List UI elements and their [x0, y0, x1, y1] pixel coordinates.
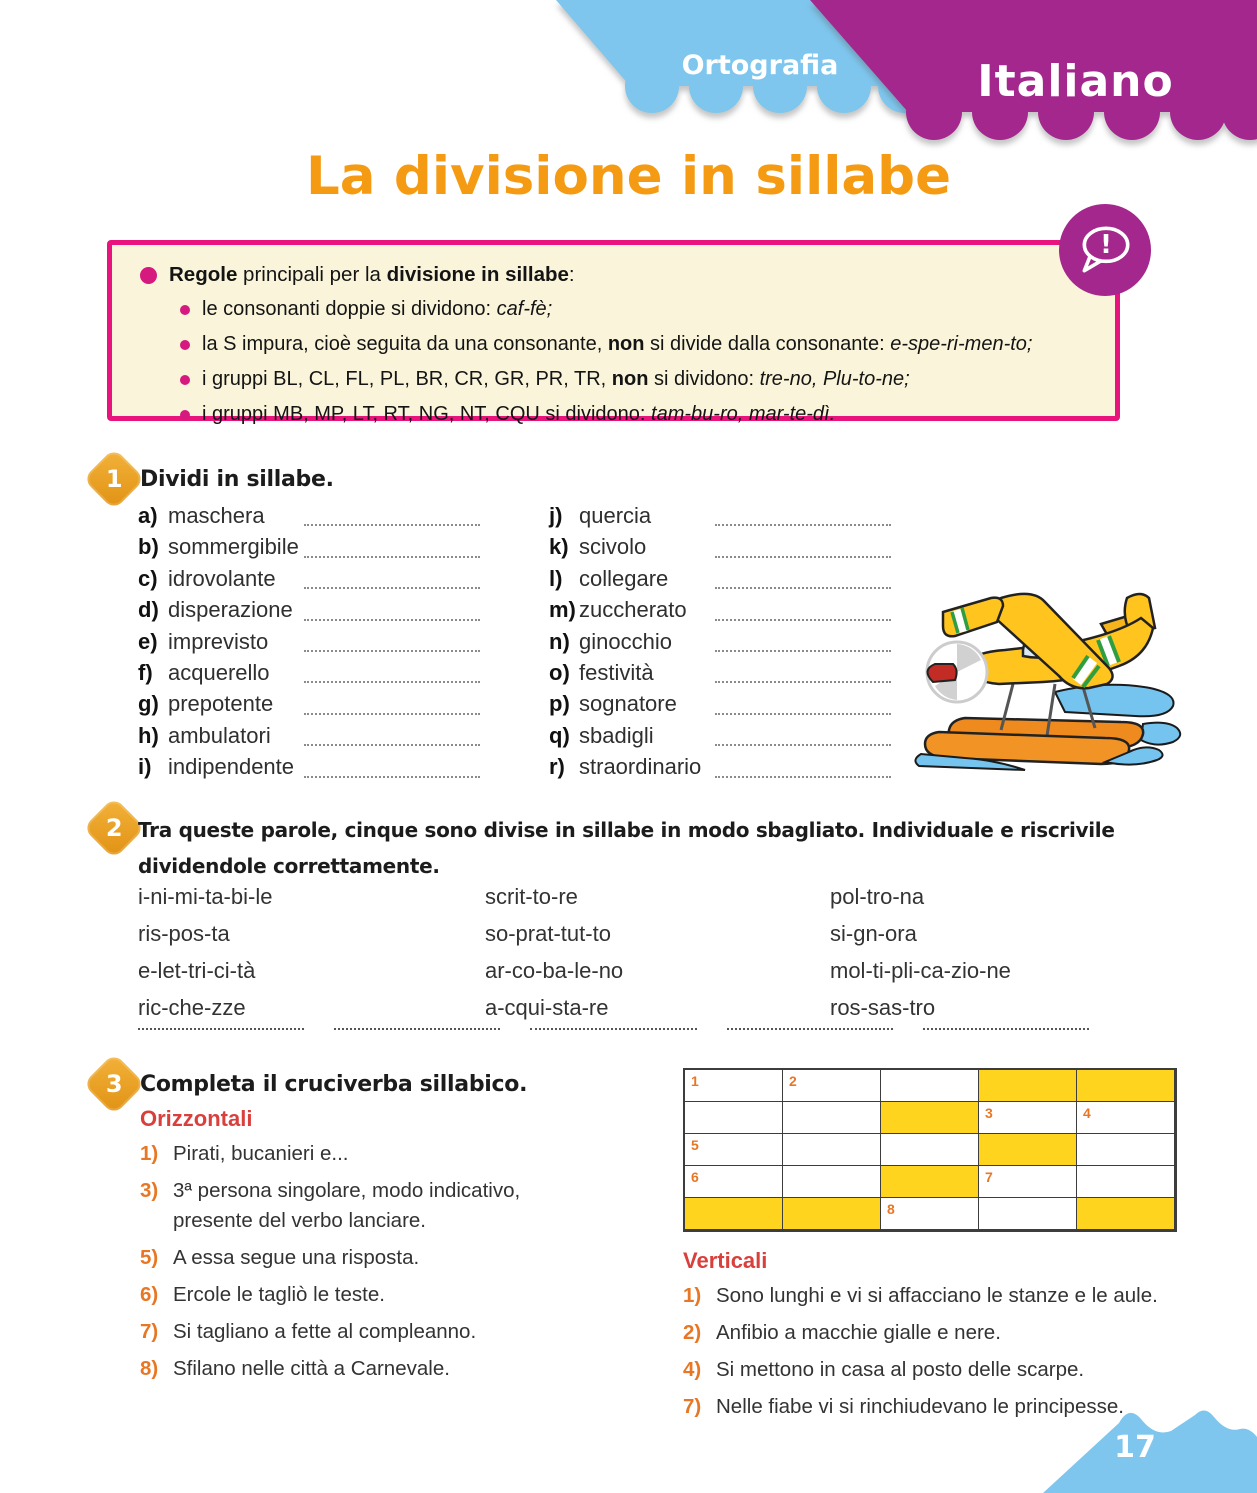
clue-text: Anfibio a macchie gialle e nere.: [716, 1321, 1001, 1344]
crossword-cell-number: [881, 1134, 978, 1151]
crossword-cell[interactable]: [783, 1070, 881, 1102]
syllable-word-row: [138, 754, 299, 785]
crossword-cell-number: [783, 1102, 880, 1119]
syllable-word-row: [138, 660, 299, 691]
exercise-2-badge: [83, 797, 145, 859]
crossword-cell[interactable]: [685, 1134, 783, 1166]
crossword-cell-number: [783, 1198, 880, 1215]
crossword-cell[interactable]: [881, 1070, 979, 1102]
answer-dotted-line[interactable]: [304, 650, 480, 652]
rule-text: i gruppi MB, MP, LT, RT, NG, NT, CQU si dividono:: [202, 403, 652, 425]
rule-item: [180, 397, 1097, 432]
crossword-cell-number: 4: [1083, 1105, 1091, 1121]
clue-text: Ercole le tagliò le teste.: [173, 1283, 385, 1306]
divided-word: a-cqui-sta-re: [485, 995, 609, 1020]
answer-dotted-line[interactable]: [304, 776, 480, 778]
speech-bubble-exclamation-icon: [1074, 219, 1136, 281]
rules-intro-colon: :: [568, 263, 575, 286]
clue-text: Si mettono in casa al posto delle scarpe.: [716, 1358, 1085, 1381]
crossword-cell[interactable]: [783, 1134, 881, 1166]
crossword-cell-number: 1: [691, 1073, 699, 1089]
exercise-number: 3: [105, 1069, 123, 1098]
bullet-dot-icon: [180, 305, 190, 315]
answer-dotted-line[interactable]: [715, 587, 891, 589]
item-letter: l): [549, 565, 563, 591]
clue-text: Sono lunghi e vi si affacciano le stanze e le aule.: [716, 1284, 1158, 1307]
rule-example: caf-fè;: [496, 298, 553, 320]
crossword-cell-number: [979, 1134, 1076, 1151]
syllable-word-row: [138, 629, 299, 660]
clue-number: 5): [140, 1246, 159, 1269]
clue-text: Nelle fiabe vi si rinchiudevano le principesse.: [716, 1395, 1124, 1418]
item-word: quercia: [579, 503, 652, 528]
clue-text: Pirati, bucanieri e...: [173, 1142, 349, 1165]
crossword-cell[interactable]: [1077, 1166, 1175, 1198]
crossword-cell[interactable]: [881, 1198, 979, 1230]
divided-word: i-ni-mi-ta-bi-le: [138, 884, 273, 909]
clue-text: Si tagliano a fette al compleanno.: [173, 1320, 477, 1343]
item-letter: c): [138, 565, 158, 591]
answer-dotted-line[interactable]: [715, 556, 891, 558]
item-letter: g): [138, 691, 159, 717]
crossword-cell[interactable]: [1077, 1198, 1175, 1230]
rule-item: [180, 362, 1097, 397]
exercise-1-badge: [83, 448, 145, 510]
item-word: sbadigli: [579, 722, 654, 748]
item-letter: a): [138, 503, 158, 528]
crossword-cell-number: [1077, 1134, 1174, 1151]
divided-word: ros-sas-tro: [830, 995, 936, 1020]
crossword-cell[interactable]: [881, 1102, 979, 1134]
crossword-cell[interactable]: [1077, 1070, 1175, 1102]
answer-dotted-line[interactable]: [304, 524, 480, 526]
down-clue: [683, 1281, 1158, 1311]
clue-number: 3): [140, 1179, 159, 1202]
rule-text: i gruppi BL, CL, FL, PL, BR, CR, GR, PR, TR,: [202, 368, 612, 390]
crossword-cell-number: [1077, 1198, 1174, 1215]
crossword-cell-number: [881, 1070, 978, 1087]
answer-dotted-line[interactable]: [304, 681, 480, 683]
rules-intro-text: principali per la: [237, 263, 387, 286]
item-letter: j): [549, 503, 563, 528]
syllable-word-row: [138, 566, 299, 597]
rules-intro: [140, 258, 1097, 292]
crossword-cell[interactable]: [979, 1070, 1077, 1102]
rule-item: [180, 292, 1097, 327]
item-word: imprevisto: [168, 628, 269, 654]
crossword-cell-number: 2: [789, 1073, 797, 1089]
across-clue: [140, 1139, 520, 1169]
crossword-cell[interactable]: [881, 1134, 979, 1166]
syllable-word-row: [549, 629, 701, 660]
item-letter: m): [549, 597, 576, 623]
clue-text: Sfilano nelle città a Carnevale.: [173, 1357, 450, 1380]
bullet-dot-icon: [180, 375, 190, 385]
item-word: maschera: [168, 503, 265, 528]
crossword-cell[interactable]: [783, 1198, 881, 1230]
answer-dotted-line[interactable]: [304, 587, 480, 589]
crossword-cell[interactable]: [685, 1070, 783, 1102]
footer-wave: [997, 1333, 1257, 1493]
crossword-cell[interactable]: [979, 1134, 1077, 1166]
alert-badge: [1059, 204, 1151, 296]
syllable-word-row: [549, 723, 701, 754]
answer-dotted-line[interactable]: [304, 744, 480, 746]
syllable-word-row: [138, 534, 299, 565]
clue-text: 3ª persona singolare, modo indicativo,: [173, 1179, 521, 1202]
answer-dotted-line[interactable]: [715, 713, 891, 715]
crossword-cell[interactable]: [1077, 1102, 1175, 1134]
item-word: idrovolante: [168, 565, 276, 591]
item-word: disperazione: [168, 597, 293, 623]
item-letter: p): [549, 691, 570, 717]
item-letter: r): [549, 754, 565, 780]
item-word: collegare: [579, 565, 669, 591]
divided-word: ric-che-zze: [138, 995, 246, 1020]
syllable-word-row: [549, 503, 701, 534]
item-letter: d): [138, 597, 159, 623]
exercise-2-column-2: [485, 884, 623, 1032]
crossword-cell-number: 5: [691, 1137, 699, 1153]
crossword-cell-number: [881, 1102, 978, 1119]
syllable-word-row: [138, 503, 299, 534]
crossword-cell-number: [979, 1198, 1076, 1215]
exercise-2-prompt: [138, 812, 1115, 884]
page-title: La divisione in sillabe: [305, 146, 952, 207]
item-letter: f): [138, 659, 153, 685]
rules-box: [107, 240, 1120, 425]
crossword-cell-number: [1077, 1070, 1174, 1087]
crossword-cell[interactable]: [1077, 1134, 1175, 1166]
rule-example: tre-no, Plu-to-ne;: [759, 368, 910, 390]
divided-word: pol-tro-na: [830, 884, 925, 909]
exercise-3-prompt: Completa il cruciverba sillabico.: [140, 1072, 528, 1097]
across-clue: [140, 1176, 520, 1236]
exercise-2-column-1: [138, 884, 272, 1032]
item-letter: b): [138, 534, 159, 560]
exercise-1-column-b: [549, 503, 701, 786]
item-letter: n): [549, 628, 570, 654]
item-word: acquerello: [168, 659, 270, 685]
across-clue: [140, 1280, 520, 1310]
divided-word: scrit-to-re: [485, 884, 578, 909]
answer-dotted-line[interactable]: [715, 524, 891, 526]
rules-intro-bold2: divisione in sillabe: [386, 263, 569, 286]
item-letter: o): [549, 659, 570, 685]
item-letter: h): [138, 722, 159, 748]
crossword-cell-number: 3: [985, 1105, 993, 1121]
item-letter: i): [138, 754, 152, 780]
crossword-cell[interactable]: [979, 1102, 1077, 1134]
syllable-word-row: [549, 754, 701, 785]
crossword-cell[interactable]: [979, 1166, 1077, 1198]
syllable-word-row: [138, 691, 299, 722]
divided-word: so-prat-tut-to: [485, 921, 611, 946]
bullet-dot-icon: [140, 267, 157, 284]
item-word: sognatore: [579, 691, 677, 717]
svg-text:!: !: [1100, 230, 1112, 261]
crossword-cell[interactable]: [685, 1166, 783, 1198]
exercise-3-badge: [83, 1053, 145, 1115]
clue-number: 7): [140, 1320, 159, 1343]
answer-line[interactable]: [334, 1012, 500, 1030]
crossword-cell[interactable]: [685, 1198, 783, 1230]
answer-dotted-line[interactable]: [715, 744, 891, 746]
exercise-number: 1: [105, 464, 123, 493]
clue-number: 6): [140, 1283, 159, 1306]
item-letter: k): [549, 534, 569, 560]
bullet-dot-icon: [180, 340, 190, 350]
rule-text: le consonanti doppie si dividono:: [202, 298, 497, 320]
item-word: straordinario: [579, 754, 702, 780]
answer-dotted-line[interactable]: [304, 619, 480, 621]
syllable-word-row: [549, 534, 701, 565]
exercise-2-answer-lines: [138, 1012, 1089, 1030]
divided-word: ris-pos-ta: [138, 921, 230, 946]
section-label: Ortografia: [681, 50, 839, 81]
crossword-cell[interactable]: [685, 1102, 783, 1134]
across-clue: [140, 1354, 520, 1384]
clue-number: 1): [140, 1142, 159, 1165]
crossword-cell-number: [783, 1166, 880, 1183]
answer-line[interactable]: [530, 1012, 696, 1030]
rule-bold: non: [611, 368, 649, 390]
item-word: ginocchio: [579, 628, 672, 654]
rule-text: si divide dalla consonante:: [644, 333, 891, 355]
exercise-2-prompt-line2: dividendole correttamente.: [138, 854, 440, 878]
clue-number: 8): [140, 1357, 159, 1380]
syllable-word-row: [138, 597, 299, 628]
answer-line[interactable]: [727, 1012, 893, 1030]
crossword-cell-number: [1077, 1166, 1174, 1183]
answer-line[interactable]: [923, 1012, 1089, 1030]
down-label: Verticali: [683, 1248, 768, 1273]
exercise-1-column-a: [138, 503, 299, 786]
syllable-word-row: [549, 597, 701, 628]
rules-list: [140, 292, 1097, 432]
clue-number: 2): [683, 1321, 702, 1344]
seaplane-illustration: [905, 572, 1190, 772]
crossword-cell[interactable]: [783, 1102, 881, 1134]
crossword-grid: [683, 1068, 1177, 1232]
item-word: prepotente: [168, 691, 274, 717]
divided-word: mol-ti-pli-ca-zio-ne: [830, 958, 1011, 983]
crossword-cell-number: [685, 1198, 782, 1215]
rule-item: [180, 327, 1097, 362]
divided-word: ar-co-ba-le-no: [485, 958, 624, 983]
syllable-word-row: [549, 566, 701, 597]
syllable-word-row: [138, 723, 299, 754]
exercise-number: 2: [105, 813, 123, 842]
crossword-cell[interactable]: [881, 1166, 979, 1198]
rule-text: la S impura, cioè seguita da una consonante,: [202, 333, 608, 355]
item-word: ambulatori: [168, 722, 271, 748]
crossword-cell[interactable]: [979, 1198, 1077, 1230]
exercise-2-prompt-line1: Tra queste parole, cinque sono divise in sillabe in modo sbagliato. Individuale e riscrivile: [138, 818, 1115, 842]
exercise-2-column-3: [830, 884, 1011, 1032]
clue-number: 1): [683, 1284, 702, 1307]
rules-intro-bold: Regole: [169, 263, 238, 286]
page-number: 17: [1114, 1430, 1156, 1465]
crossword-cell-number: [685, 1102, 782, 1119]
item-word: festività: [579, 659, 654, 685]
answer-dotted-line[interactable]: [715, 681, 891, 683]
item-word: zuccherato: [579, 597, 687, 623]
rule-bold: non: [607, 333, 645, 355]
subject-label: Italiano: [977, 56, 1174, 107]
syllable-word-row: [549, 660, 701, 691]
item-word: indipendente: [168, 754, 295, 780]
divided-word: si-gn-ora: [830, 921, 917, 946]
clue-number: 7): [683, 1395, 702, 1418]
item-word: sommergibile: [168, 534, 299, 560]
rule-text: si dividono:: [648, 368, 760, 390]
crossword-cell-number: 8: [887, 1201, 895, 1217]
answer-dotted-line[interactable]: [304, 713, 480, 715]
answer-dotted-line[interactable]: [715, 776, 891, 778]
rule-example: tam-bu-ro, mar-te-dì.: [651, 403, 836, 425]
item-word: scivolo: [579, 534, 647, 560]
across-clues: [140, 1139, 520, 1391]
divided-word: e-let-tri-ci-tà: [138, 958, 256, 983]
rule-example: e-spe-ri-men-to;: [890, 333, 1033, 355]
crossword-cell[interactable]: [783, 1166, 881, 1198]
across-clue: [140, 1243, 520, 1273]
crossword-cell-number: 7: [985, 1169, 993, 1185]
item-letter: q): [549, 722, 570, 748]
exercise-1-prompt: Dividi in sillabe.: [140, 467, 334, 492]
bullet-dot-icon: [180, 410, 190, 420]
crossword-cell-number: [783, 1134, 880, 1151]
across-clue: [140, 1317, 520, 1347]
across-label: Orizzontali: [140, 1106, 253, 1131]
item-letter: e): [138, 628, 158, 654]
answer-dotted-line[interactable]: [304, 556, 480, 558]
answer-dotted-line[interactable]: [715, 650, 891, 652]
crossword-cell-number: 6: [691, 1169, 699, 1185]
syllable-word-row: [549, 691, 701, 722]
clue-number: 4): [683, 1358, 702, 1381]
answer-line[interactable]: [138, 1012, 304, 1030]
answer-dotted-line[interactable]: [715, 619, 891, 621]
clue-text: A essa segue una risposta.: [173, 1246, 420, 1269]
crossword-cell-number: [979, 1070, 1076, 1087]
clue-text-line2: presente del verbo lanciare.: [173, 1209, 426, 1232]
crossword-cell-number: [881, 1166, 978, 1183]
